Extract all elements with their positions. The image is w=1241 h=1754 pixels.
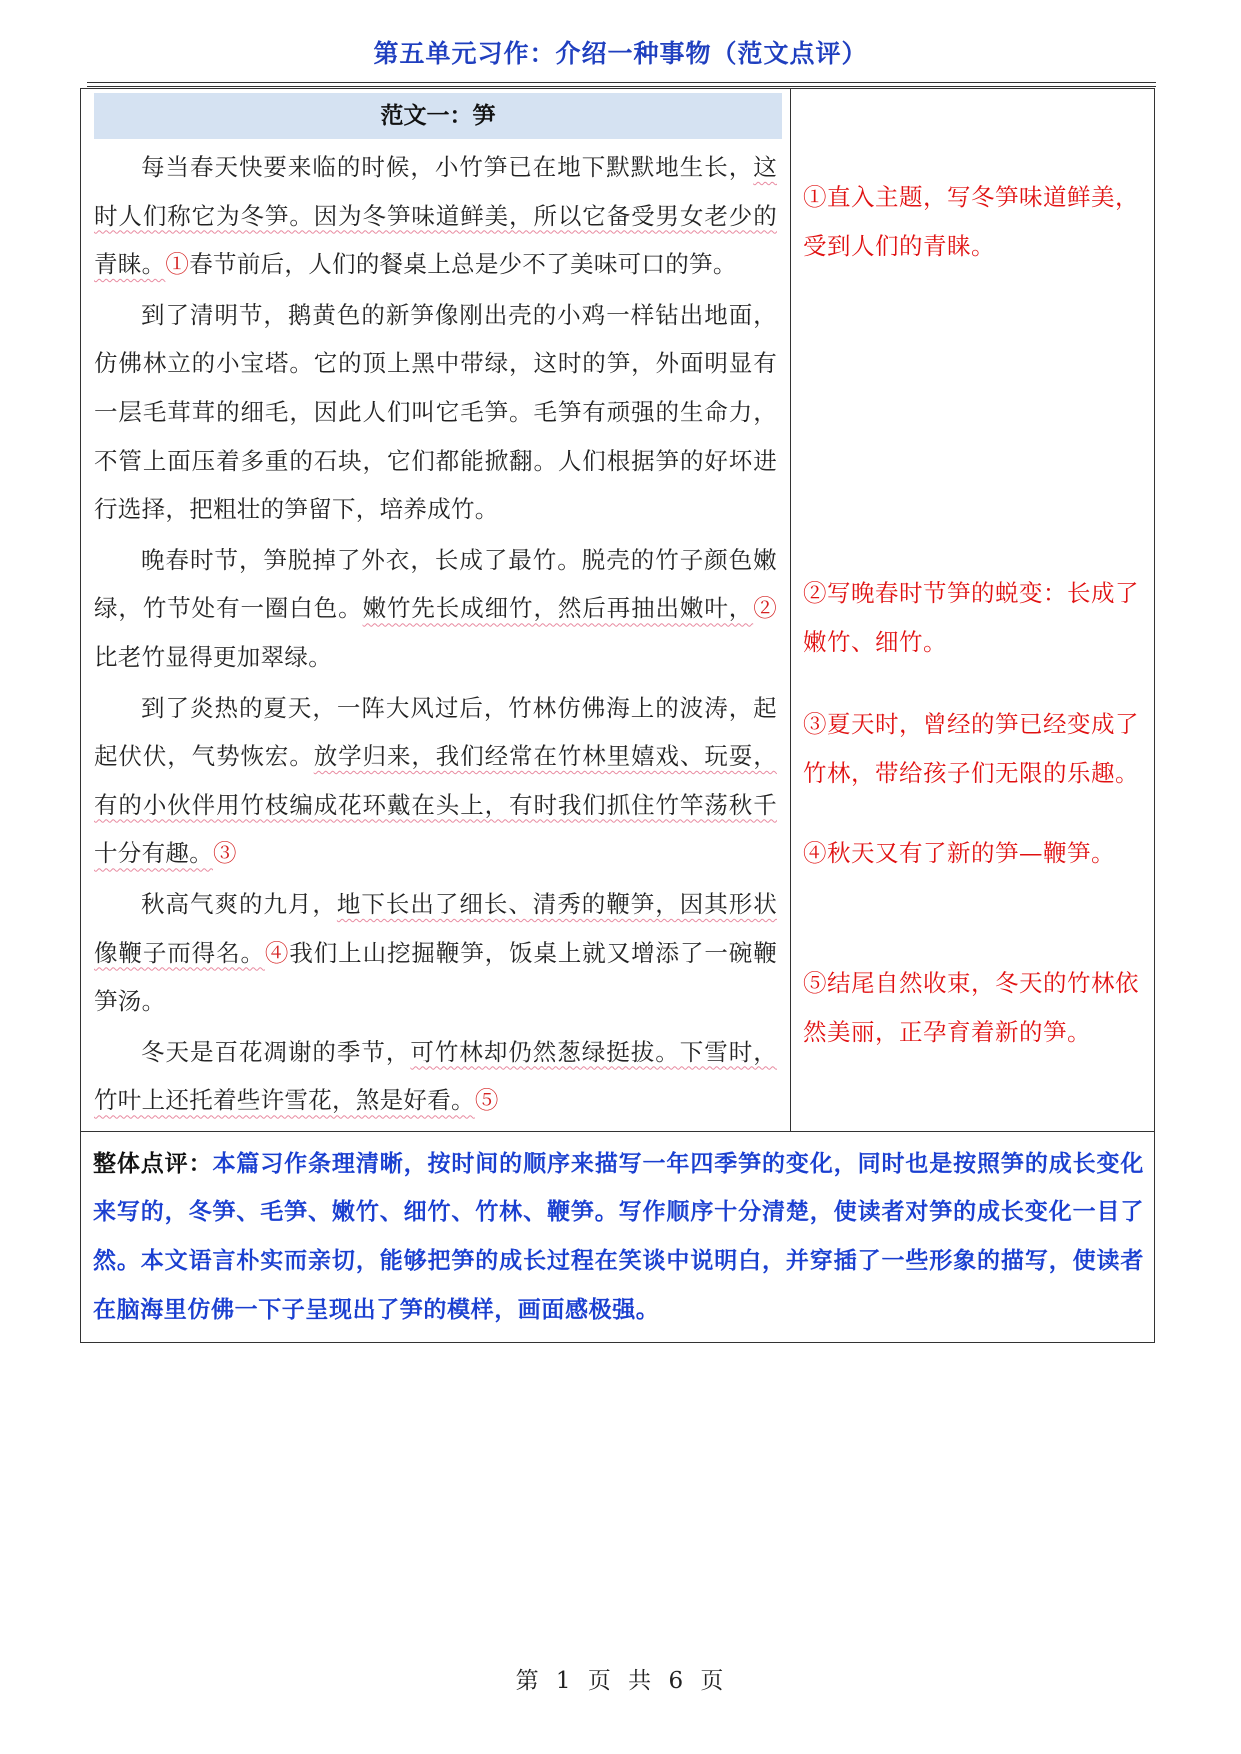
page-number: 第 1 页 共 6 页 bbox=[515, 1668, 726, 1694]
essay-paragraph bbox=[94, 684, 777, 878]
essay-paragraph bbox=[94, 1028, 777, 1125]
highlighted-sentence: 放学归来，我们经常在竹林里嬉戏、玩耍，有的小伙伴用竹枝编成花环戴在头上，有时我们抓住竹竿荡秋千十分有趣。 bbox=[94, 742, 777, 868]
summary-label: 整体点评： bbox=[93, 1150, 213, 1177]
paragraph-text: 晚春时节，笋脱掉了外衣，长成了最竹。脱壳的竹子颜色嫩绿，竹节处有一圈白色。 bbox=[94, 545, 777, 623]
header-divider bbox=[87, 82, 1156, 83]
comment-5: ⑤结尾自然收束，冬天的竹林依然美丽，正孕育着新的笋。 bbox=[803, 969, 1139, 1046]
highlighted-sentence: 地下长出了细长、清秀的鞭笋，因其形状像鞭子而得名。 bbox=[94, 889, 777, 967]
paragraph-text: 每当春天快要来临的时候，小竹笋已在地下默默地生长， bbox=[141, 153, 754, 181]
paragraph-text: 比老竹显得更加翠绿。 bbox=[94, 642, 332, 671]
page-title: 第五单元习作：介绍一种事物（范文点评） bbox=[373, 39, 868, 68]
annotation-marker: ① bbox=[165, 250, 190, 279]
paragraph-text: 春节前后，人们的餐桌上总是少不了美味可口的笋。 bbox=[189, 250, 737, 279]
paragraph-text: 我们上山挖掘鞭笋，饭桌上就又增添了一碗鞭笋汤。 bbox=[94, 938, 777, 1016]
essay-paragraph bbox=[94, 291, 777, 534]
summary-text: 本篇习作条理清晰，按时间的顺序来描写一年四季笋的变化，同时也是按照笋的成长变化来写的，冬笋、毛笋、嫩竹、细竹、竹林、鞭笋。写作顺序十分清楚，使读者对笋的成长变化一目了然。本文语言朴实而亲切，能够把笋的成长过程在笑谈中说明白，并穿插了一些形象的描写，使读者在脑海里仿佛一下子呈现出了笋的模样，画面感极强。 bbox=[93, 1149, 1144, 1323]
comment-2: ②写晚春时节笋的蜕变：长成了嫩竹、细竹。 bbox=[803, 579, 1139, 656]
annotation-marker: ③ bbox=[213, 839, 237, 868]
comment-1: ①直入主题，写冬笋味道鲜美，受到人们的青睐。 bbox=[803, 183, 1139, 260]
highlighted-sentence: 可竹林却仍然葱绿挺拔。下雪时，竹叶上还托着些许雪花，煞是好看。 bbox=[94, 1037, 777, 1115]
annotation-marker: ⑤ bbox=[474, 1086, 499, 1115]
paragraph-text: 到了清明节，鹅黄色的新笋像刚出壳的小鸡一样钻出地面，仿佛林立的小宝塔。它的顶上黑中带绿，这时的笋，外面明显有一层毛茸茸的细毛，因此人们叫它毛笋。毛笋有顽强的生命力，不管上面压着多重的石块，它们都能掀翻。人们根据笋的好坏进行选择，把粗壮的笋留下，培养成竹。 bbox=[94, 300, 777, 524]
overall-review bbox=[81, 1132, 1154, 1342]
essay-body bbox=[81, 143, 790, 1125]
highlighted-sentence: 嫩竹先长成细竹，然后再抽出嫩叶， bbox=[362, 594, 754, 623]
comment-4: ④秋天又有了新的笋—鞭笋。 bbox=[803, 839, 1115, 867]
comment-3: ③夏天时，曾经的笋已经变成了竹林，带给孩子们无限的乐趣。 bbox=[803, 710, 1139, 787]
essay-paragraph bbox=[94, 880, 777, 1026]
essay-table bbox=[80, 88, 1155, 1343]
essay-cell bbox=[81, 89, 791, 1132]
summary-cell bbox=[81, 1131, 1155, 1342]
essay-paragraph bbox=[94, 143, 777, 289]
highlighted-sentence: 这时人们称它为冬笋。因为冬笋味道鲜美，所以它备受男女老少的青睐。 bbox=[94, 153, 777, 279]
annotation-marker: ② bbox=[753, 594, 777, 623]
annotation-marker: ④ bbox=[264, 938, 290, 967]
comments-cell bbox=[791, 89, 1155, 1132]
paragraph-text: 秋高气爽的九月， bbox=[141, 889, 337, 918]
paragraph-text: 冬天是百花凋谢的季节， bbox=[141, 1037, 411, 1066]
header-divider-secondary bbox=[87, 86, 1156, 87]
paragraph-text: 到了炎热的夏天，一阵大风过后，竹林仿佛海上的波涛，起起伏伏，气势恢宏。 bbox=[94, 693, 777, 771]
essay-title: 范文一：笋 bbox=[94, 93, 782, 139]
essay-paragraph bbox=[94, 536, 777, 682]
